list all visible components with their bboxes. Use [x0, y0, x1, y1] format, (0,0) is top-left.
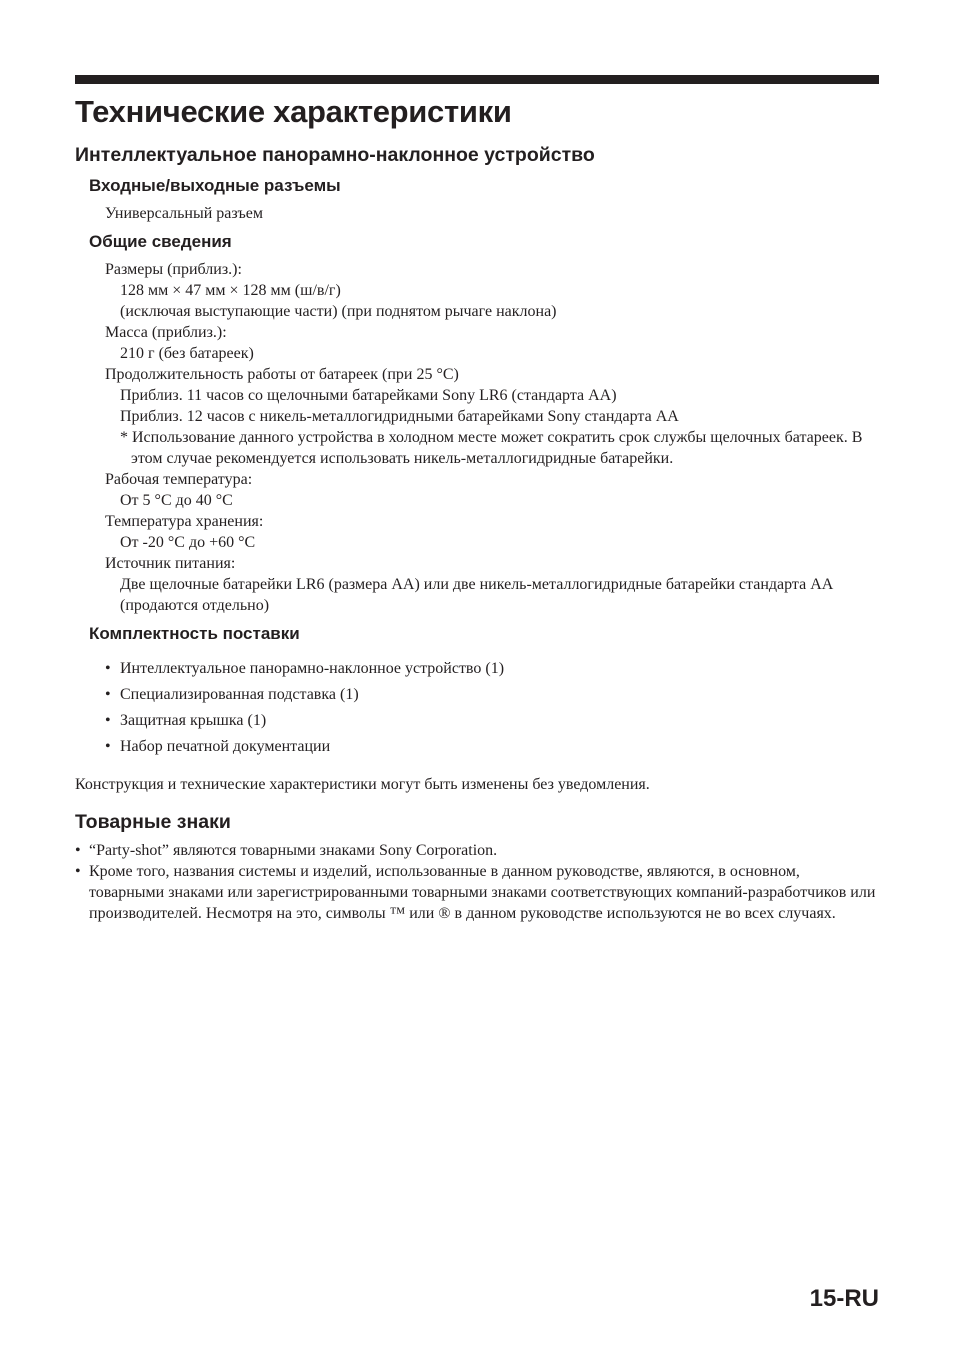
disclaimer: Конструкция и технические характеристики могут быть изменены без уведомления.	[75, 776, 650, 793]
package-list	[105, 658, 879, 757]
list-item: • Защитная крышка (1)	[105, 712, 267, 729]
general-heading: Общие сведения	[89, 232, 232, 251]
op-temp-value: От 5 °C до 40 °C	[120, 492, 233, 509]
page-title: Технические характеристики	[75, 94, 512, 129]
power-value: Две щелочные батарейки LR6 (размера AA) или две никель-металлогидридные батарейки стандарта AA (продаются отдельно)	[120, 576, 833, 614]
general-specs	[75, 259, 879, 616]
bullet-icon: •	[105, 660, 111, 677]
bullet-icon: •	[105, 686, 111, 703]
mass-value: 210 г (без батареек)	[120, 345, 254, 362]
bullet-icon: •	[75, 842, 81, 859]
io-heading: Входные/выходные разъемы	[89, 176, 341, 195]
trademarks-list	[75, 840, 879, 924]
battery-label: Продолжительность работы от батареек (при 25 °C)	[105, 366, 459, 383]
list-item: • Специализированная подставка (1)	[105, 686, 359, 703]
list-item: • “Party-shot” являются товарными знаками Sony Corporation.	[75, 842, 498, 859]
op-temp-label: Рабочая температура:	[105, 471, 253, 488]
page-content	[75, 75, 879, 924]
list-item: • Набор печатной документации	[105, 738, 331, 755]
power-label: Источник питания:	[105, 555, 236, 572]
io-value: Универсальный разъем	[105, 205, 263, 222]
dimensions-label: Размеры (приблиз.):	[105, 261, 242, 278]
dimensions-value: 128 мм × 47 мм × 128 мм (ш/в/г)	[120, 282, 341, 299]
device-heading: Интеллектуальное панорамно-наклонное устройство	[75, 144, 595, 166]
mass-label: Масса (приблиз.):	[105, 324, 227, 341]
battery-note: * Использование данного устройства в холодном месте может сократить срок службы щелочных батареек. В этом случае рекомендуется использовать никель-металлогидридные батарейки.	[120, 429, 863, 467]
top-rule	[75, 75, 879, 84]
page-number: 15-RU	[809, 1285, 879, 1312]
storage-temp-label: Температура хранения:	[105, 513, 264, 530]
trademarks-heading: Товарные знаки	[75, 811, 231, 833]
dimensions-note: (исключая выступающие части) (при поднятом рычаге наклона)	[120, 303, 557, 320]
storage-temp-value: От -20 °C до +60 °C	[120, 534, 256, 551]
bullet-icon: •	[105, 712, 111, 729]
battery-nimh: Приблиз. 12 часов с никель-металлогидридными батарейками Sony стандарта AA	[120, 408, 679, 425]
list-item: • Интеллектуальное панорамно-наклонное устройство (1)	[105, 660, 505, 677]
package-heading: Комплектность поставки	[89, 624, 300, 643]
bullet-icon: •	[105, 738, 111, 755]
list-item: • Кроме того, названия системы и изделий, использованные в данном руководстве, являются, в основном, товарными знаками или зарегистрированными товарными знаками соответствующих компаний-разработчиков или производителей. Несмотря на это, символы ™ или ® в данном руководстве используются не во всех случаях.	[75, 863, 876, 922]
battery-alkaline: Приблиз. 11 часов со щелочными батарейками Sony LR6 (стандарта AA)	[120, 387, 617, 404]
bullet-icon: •	[75, 863, 81, 880]
